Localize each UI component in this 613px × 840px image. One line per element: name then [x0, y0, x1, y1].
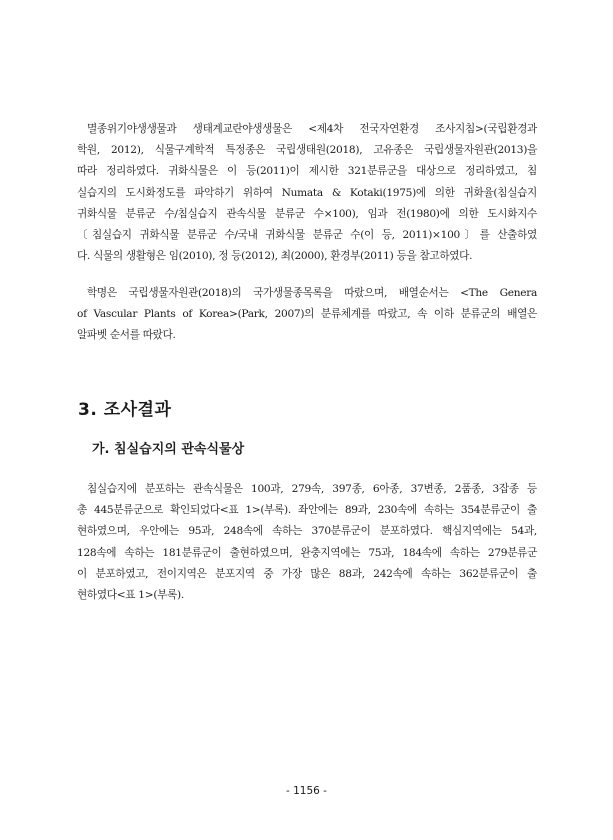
text-line: 실습지의 도시화정도를 파악하기 위하여 Numata & Kotaki(1975)에 의한 귀화율(침실습지	[77, 186, 537, 199]
text-line: 128속에 속하는 181분류군이 출현하였으며, 완충지역에는 75과, 184속에 속하는 279분류군	[77, 546, 537, 559]
text-line: 귀화식물 분류군 수/침실습지 관속식물 분류군 수×100), 임과 전(1980)에 의한 도시화지수	[77, 207, 537, 220]
text-line: 다. 식물의 생활형은 임(2010), 정 등(2012), 최(2000), 환경부(2011) 등을 참고하였다.	[77, 250, 473, 263]
page-number: - 1156 -	[286, 785, 327, 797]
text-line: 현하였다<표 1>(부록).	[77, 589, 184, 602]
text-line: 현하였으며, 우안에는 95과, 248속에 속하는 370분류군이 분포하였다. 핵심지역에는 54과,	[77, 525, 537, 538]
text-line: 따라 정리하였다. 귀화식물은 이 등(2011)이 제시한 321분류군을 대상으로 정리하였고, 침	[77, 165, 537, 178]
results-paragraph	[77, 479, 537, 606]
text-line: 알파벳 순서를 따랐다.	[77, 329, 176, 342]
text-line: of Vascular Plants of Korea>(Park, 2007)의 분류체계를 따랐고, 속 이하 분류군의 배열은	[77, 308, 537, 321]
text-line: 침실습지에 분포하는 관속식물은 100과, 279속, 397종, 6아종, 37변종, 2품종, 3잡종 등	[87, 483, 537, 495]
methods-paragraph-1	[77, 119, 537, 267]
subsection-heading: 가. 침실습지의 관속식물상	[92, 442, 245, 457]
text-line: 학명은 국립생물자원관(2018)의 국가생물종목록을 따랐으며, 배열순서는 <The Genera	[87, 287, 537, 299]
text-line: 멸종위기야생생물과 생태계교란야생생물은 <제4차 전국자연환경 조사지침>(국립환경과	[87, 123, 537, 135]
section-heading: 3. 조사결과	[78, 400, 172, 420]
text-line: 총 445분류군으로 확인되었다<표 1>(부록). 좌안에는 89과, 230속에 속하는 354분류군이 출	[77, 504, 537, 517]
text-line: 학원, 2012), 식물구계학적 특정종은 국립생태원(2018), 고유종은 국립생물자원관(2013)을	[77, 144, 537, 157]
text-line: 이 분포하였고, 전이지역은 분포지역 중 가장 많은 88과, 242속에 속하는 362분류군이 출	[77, 567, 537, 580]
text-line: 〔침실습지 귀화식물 분류군 수/국내 귀화식물 분류군 수(이 등, 2011)×100〕를 산출하였	[77, 229, 537, 242]
methods-paragraph-2	[77, 283, 537, 347]
